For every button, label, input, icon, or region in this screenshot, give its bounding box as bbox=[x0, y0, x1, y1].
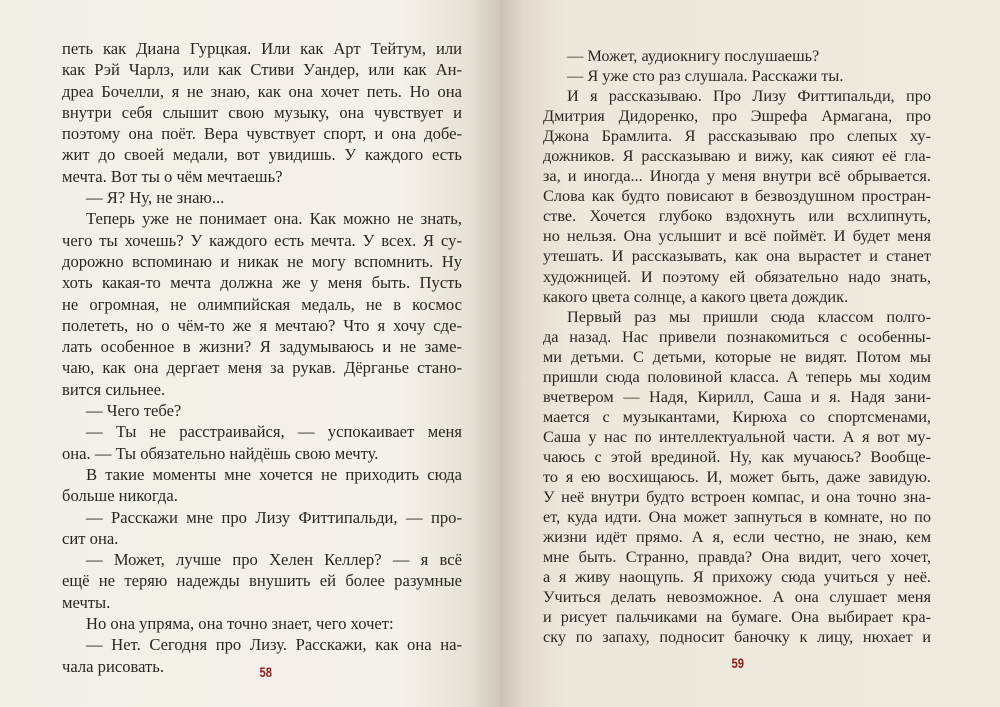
text-line: то я ею восхищаюсь. И, может быть, даже завидую. bbox=[543, 466, 931, 486]
text-line: вчетвером — Надя, Кирилл, Саша и я. Надя зани- bbox=[543, 386, 931, 406]
text-line: чала рисовать. bbox=[62, 656, 165, 676]
text-line: какого цвета солнце, а какого цвета дождик. bbox=[543, 286, 849, 306]
text-line: а я живу наощупь. Я прихожу сюда учиться у неё. bbox=[543, 567, 931, 587]
text-line: — Ты не расстраивайся, — успокаивает меня bbox=[86, 422, 462, 442]
text-line: да назад. Нас привели познакомиться с особенны- bbox=[543, 326, 931, 346]
text-line: Теперь уже не понимает она. Как можно не знать, bbox=[86, 209, 462, 229]
text-line: Но она упряма, она точно знает, чего хочет: bbox=[86, 614, 394, 634]
text-line: вится сильнее. bbox=[62, 379, 166, 399]
text-line: и рисует пальчиками на бумаге. Она выбирает кра- bbox=[543, 607, 931, 627]
right-page bbox=[500, 0, 1000, 707]
text-line: жизни идёт прямо. А я, если честно, не знаю, кем bbox=[543, 527, 931, 547]
text-line: Первый раз мы пришли сюда классом полго- bbox=[567, 306, 931, 326]
text-line: В такие моменты мне хочется не приходить сюда bbox=[86, 464, 462, 484]
text-line: — Расскажи мне про Лизу Фиттипальди, — про- bbox=[86, 507, 462, 527]
page-body bbox=[543, 46, 931, 647]
page-number: 58 bbox=[259, 664, 273, 680]
text-line: дожников. Я рассказываю и вижу, как сияют её гла- bbox=[543, 146, 931, 166]
text-line: — Может, лучше про Хелен Келлер? — я всё bbox=[86, 550, 462, 570]
text-line: но нельзя. Она услышит и всё поймёт. И будет меня bbox=[543, 226, 931, 246]
text-line: Учиться делать невозможное. А она слушает меня bbox=[543, 587, 931, 607]
text-line: полететь, но о чём-то же я мечтаю? Что я хочу сде- bbox=[62, 315, 462, 335]
text-line: дорожно вспоминаю и никак не могу вспомнить. Ну bbox=[62, 251, 462, 271]
text-line: ми детьми. С детьми, которые не видят. Потом мы bbox=[543, 346, 931, 366]
text-line: мечты. bbox=[62, 592, 111, 612]
text-line: чаю, как она дергает меня за рукав. Дёрганье стано- bbox=[62, 358, 462, 378]
text-line: И я рассказываю. Про Лизу Фиттипальди, про bbox=[567, 86, 931, 106]
text-line: — Нет. Сегодня про Лизу. Расскажи, как она на- bbox=[86, 635, 462, 655]
text-line: Саша у нас по интеллектуальной части. А я вот му- bbox=[543, 426, 931, 446]
text-line: жит до своей медали, вот увидишь. У каждого есть bbox=[62, 145, 462, 165]
text-line: она. — Ты обязательно найдёшь свою мечту. bbox=[62, 443, 379, 463]
text-line: Дмитрия Дидоренко, про Эшрефа Армагана, про bbox=[543, 106, 931, 126]
text-line: — Я? Ну, не знаю... bbox=[86, 188, 225, 208]
text-line: за, и иногда... Иногда у меня внутри всё обрывается. bbox=[543, 166, 931, 186]
text-line: больше никогда. bbox=[62, 486, 178, 506]
text-line: утешать. И рассказывать, как она вырастет и станет bbox=[543, 246, 931, 266]
text-line: как Рэй Чарлз, или как Стиви Уандер, или как Ан- bbox=[62, 60, 462, 80]
text-line: чего ты хочешь? У каждого есть мечта. У всех. Я су- bbox=[62, 230, 462, 250]
text-line: дреа Бочелли, я не знаю, как она хочет петь. Но она bbox=[62, 81, 462, 101]
text-line: — Может, аудиокнигу послушаешь? bbox=[567, 46, 820, 65]
text-line: мечта. Вот ты о чём мечтаешь? bbox=[62, 166, 283, 186]
text-line: стве. Хочется глубоко вздохнуть или всхлипнуть, bbox=[543, 206, 931, 226]
text-line: сит она. bbox=[62, 528, 119, 548]
text-line: хоть какая-то мечта должна же у меня быть. Пусть bbox=[62, 273, 462, 293]
text-line: У неё внутри будто встроен компас, и она точно зна- bbox=[543, 487, 931, 507]
text-line: Джона Брамлита. Я рассказываю про слепых ху- bbox=[543, 126, 931, 146]
text-line: мне быть. Странно, правда? Она видит, чего хочет, bbox=[543, 547, 931, 567]
text-line: поэтому она поёт. Вера чувствует спорт, и она добе- bbox=[62, 124, 462, 144]
text-line: чаюсь с этой врединой. Ну, как мучаюсь? Вообще- bbox=[543, 446, 931, 466]
text-line: внутри себя слышит свою музыку, она чувствует и bbox=[62, 102, 462, 122]
page-body bbox=[62, 38, 462, 677]
text-line: ску по запаху, подносит баночку к лицу, нюхает и bbox=[543, 627, 931, 647]
text-line: художницей. И поэтому ей обязательно надо знать, bbox=[543, 266, 931, 286]
text-line: — Чего тебе? bbox=[86, 401, 182, 421]
text-line: мается с музыкантами, Кирюха со спортсменами, bbox=[543, 406, 931, 426]
text-line: петь как Диана Гурцкая. Или как Арт Тейтум, или bbox=[62, 39, 462, 58]
text-line: пришли сюда половиной класса. А теперь мы ходим bbox=[543, 366, 931, 386]
text-line: — Я уже сто раз слушала. Расскажи ты. bbox=[567, 66, 844, 86]
text-line: Слова как будто повисают в безвоздушном простран- bbox=[543, 186, 931, 206]
text-line: лать особенное в жизни? Я задумываюсь и не заме- bbox=[62, 337, 462, 357]
page-number: 59 bbox=[731, 655, 745, 671]
text-line: не огромная, не олимпийская медаль, не в космос bbox=[62, 294, 462, 314]
text-line: ет, куда идти. Она может запнуться в комнате, но по bbox=[543, 507, 931, 527]
text-line: ещё не теряю надежды внушить ей более разумные bbox=[62, 571, 462, 591]
